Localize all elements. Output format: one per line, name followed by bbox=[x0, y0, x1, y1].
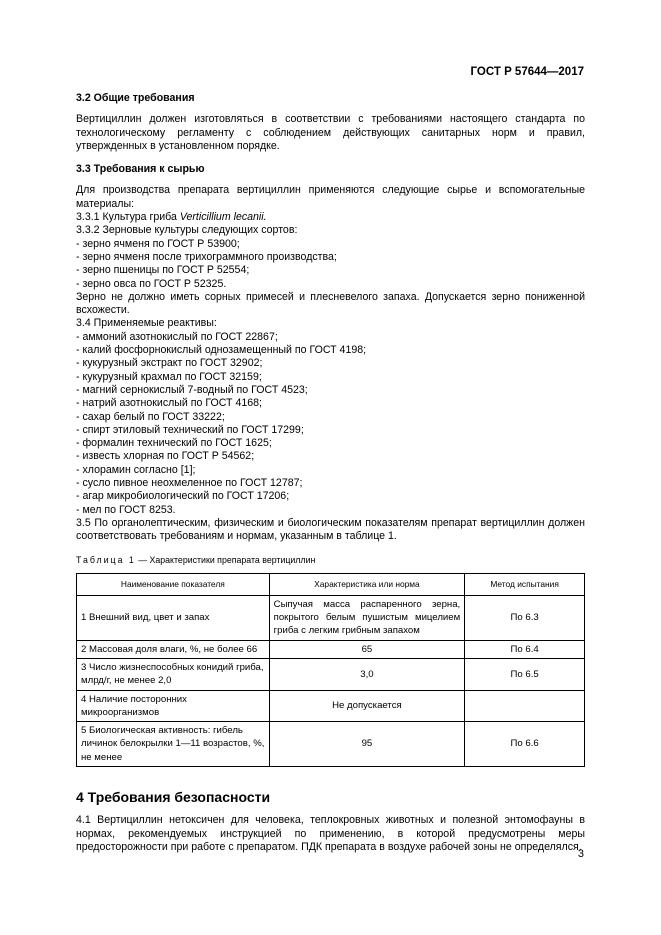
item-3-3-2: 3.3.2 Зерновые культуры следующих сортов: bbox=[76, 224, 298, 237]
cell-method: По 6.5 bbox=[465, 658, 585, 690]
table-header-row bbox=[77, 573, 585, 595]
header-indicator: Наименование показателя bbox=[77, 573, 270, 595]
list-item: - аммоний азотнокислый по ГОСТ 22867; bbox=[76, 330, 278, 343]
cell-indicator: 1 Внешний вид, цвет и запах bbox=[77, 595, 270, 640]
item-3-3-1 bbox=[76, 211, 585, 224]
list-item: - спирт этиловый технический по ГОСТ 17299; bbox=[76, 423, 304, 436]
table-caption-label: Таблица 1 bbox=[76, 554, 136, 565]
cell-norm: Не допускается bbox=[269, 690, 465, 722]
table-row bbox=[77, 658, 585, 690]
section-4-1-text: 4.1 Вертициллин нетоксичен для человека, теплокровных животных и полезной энтомофауны в нормах, рекомендуемых инструкцией по применению, в которой предусмотрены меры предосторожности при работе с препаратом. ПДК препарата в воздухе рабочей зоны не определялся. bbox=[76, 814, 585, 853]
table-row bbox=[77, 595, 585, 640]
table-row bbox=[77, 690, 585, 722]
list-item: - хлорамин согласно [1]; bbox=[76, 463, 196, 476]
species-name: Verticillium lecanii. bbox=[179, 211, 267, 224]
table-row bbox=[77, 722, 585, 767]
cell-method: По 6.3 bbox=[465, 595, 585, 640]
list-item: - сусло пивное неохмеленное по ГОСТ 12787; bbox=[76, 477, 303, 490]
list-item: - магний сернокислый 7-водный по ГОСТ 4523; bbox=[76, 383, 308, 396]
cell-indicator: 5 Биологическая активность: гибель личинок белокрылки 1—11 возрастов, %, не менее bbox=[77, 722, 270, 767]
list-item: - кукурузный экстракт по ГОСТ 32902; bbox=[76, 357, 263, 370]
list-item: - агар микробиологический по ГОСТ 17206; bbox=[76, 490, 290, 503]
list-item: - сахар белый по ГОСТ 33222; bbox=[76, 410, 225, 423]
page-number: 3 bbox=[577, 848, 584, 860]
list-item: - формалин технический по ГОСТ 1625; bbox=[76, 437, 272, 450]
section-3-2-title: 3.2 Общие требования bbox=[76, 92, 195, 104]
list-item: - мел по ГОСТ 8253. bbox=[76, 503, 176, 516]
section-4-title: 4 Требования безопасности bbox=[76, 789, 271, 806]
reagent-list bbox=[76, 331, 585, 517]
header-norm: Характеристика или норма bbox=[269, 573, 465, 595]
item-3-3-1-text: 3.3.1 Культура гриба bbox=[76, 211, 180, 224]
section-3-2-text: Вертициллин должен изготовляться в соответствии с требованиями настоящего стандарта по технологическому регламенту с соблюдением действующих санитарных норм и правил, утвержденных в установленном порядке. bbox=[76, 113, 585, 152]
list-item: - кукурузный крахмал по ГОСТ 32159; bbox=[76, 370, 262, 383]
list-item: - натрий азотнокислый по ГОСТ 4168; bbox=[76, 397, 262, 410]
grain-list bbox=[76, 238, 585, 291]
cell-method: По 6.6 bbox=[465, 722, 585, 767]
list-item: - известь хлорная по ГОСТ Р 54562; bbox=[76, 450, 255, 463]
cell-norm: 3,0 bbox=[269, 658, 465, 690]
item-3-5: 3.5 По органолептическим, физическим и биологическим показателям препарат вертициллин должен соответствовать требованиям и нормам, указанным в таблице 1. bbox=[76, 516, 585, 543]
list-item: - зерно овса по ГОСТ Р 52325. bbox=[76, 277, 227, 290]
section-3-3-title: 3.3 Требования к сырью bbox=[76, 163, 205, 176]
grain-note: Зерно не должно иметь сорных примесей и плесневелого запаха. Допускается зерно пониженной всхожести. bbox=[76, 290, 585, 317]
section-3-3-intro: Для производства препарата вертициллин применяются следующие сырье и вспомогательные материалы: bbox=[76, 184, 585, 210]
header-method: Метод испытания bbox=[465, 573, 585, 595]
cell-norm: 65 bbox=[269, 640, 465, 658]
list-item: - калий фосфорнокислый однозамещенный по ГОСТ 4198; bbox=[76, 344, 367, 357]
table-caption-text: — Характеристики препарата вертициллин bbox=[135, 554, 316, 565]
table-caption bbox=[76, 554, 585, 567]
list-item: - зерно ячменя по ГОСТ Р 53900; bbox=[76, 237, 240, 250]
cell-norm: Сыпучая масса распаренного зерна, покрытого белым пушистым мицелием гриба с легким грибным запахом bbox=[269, 595, 465, 640]
table-row bbox=[77, 640, 585, 658]
page-content bbox=[76, 92, 585, 854]
cell-indicator: 2 Массовая доля влаги, %, не более 66 bbox=[77, 640, 270, 658]
cell-indicator: 4 Наличие посторонних микроорганизмов bbox=[77, 690, 270, 722]
cell-method bbox=[465, 690, 585, 722]
cell-norm: 95 bbox=[269, 722, 465, 767]
item-3-4: 3.4 Применяемые реактивы: bbox=[76, 317, 217, 330]
cell-indicator: 3 Число жизнеспособных конидий гриба, млрд/г, не менее 2,0 bbox=[77, 658, 270, 690]
cell-method: По 6.4 bbox=[465, 640, 585, 658]
list-item: - зерно ячменя после трихограммного производства; bbox=[76, 250, 337, 263]
document-id: ГОСТ Р 57644—2017 bbox=[470, 66, 584, 78]
characteristics-table bbox=[76, 573, 585, 767]
list-item: - зерно пшеницы по ГОСТ Р 52554; bbox=[76, 264, 250, 277]
